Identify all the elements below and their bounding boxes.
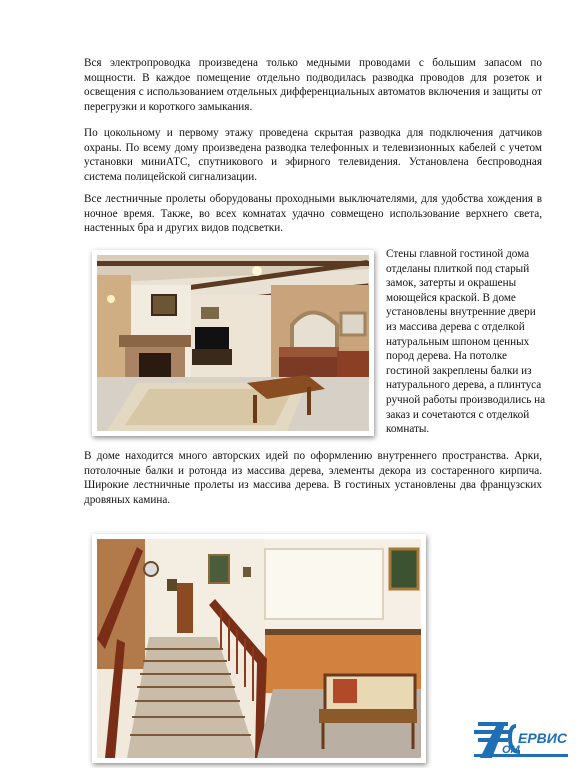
living-room-photo bbox=[92, 250, 374, 436]
staircase-photo bbox=[92, 534, 426, 763]
paragraph-lighting: Все лестничные пролеты оборудованы проходными выключателями, для удобства хождения в ночное время. Также, во всех комнатах удачно совмещено использование верхнего света, настенных бра и других видов подсветки. bbox=[84, 193, 542, 235]
logo-subtext: ОМ bbox=[502, 744, 520, 756]
logo-text: ЕРВИС bbox=[518, 730, 567, 746]
living-room-illustration bbox=[97, 255, 369, 431]
paragraph-living-room: Стены главной гостиной дома отделаны плиткой под старый замок, затерты и окрашены моющейся краской. В доме установлены внутренние двери из массива дерева с отделкой натуральным шпоном ценных пород дерева. На потолке гостиной закреплены балки из натурального дерева, а плинтуса ручной работы производились на заказ и сочетаются с отделкой комнаты. bbox=[386, 248, 546, 436]
paragraph-interior: В доме находится много авторских идей по оформлению внутреннего пространства. Арки, потолочные балки и ротонда из массива дерева, элементы декора из состаренного кирпича. Широкие лестничные пролеты из массива дерева. В гостиных установлены два французских дровяных камина. bbox=[84, 450, 542, 506]
paragraph-security: По цокольному и первому этажу проведена скрытая разводка для подключения датчиков охраны. По всему дому произведена разводка телефонных и телевизионных кабелей с учетом установки миниАТС, спутникового и эфирного телевидения. Установлена беспроводная система полицейской сигнализации. bbox=[84, 127, 542, 183]
company-logo bbox=[472, 718, 570, 762]
paragraph-wiring: Вся электропроводка произведена только медными проводами с большим запасом по мощности. В каждое помещение отдельно подводилась разводка проводов для розеток и освещения с использованием отдельных дифференциальных автоматов включения и защиты от перегрузки и короткого замыкания. bbox=[84, 57, 542, 113]
staircase-illustration bbox=[97, 539, 421, 758]
